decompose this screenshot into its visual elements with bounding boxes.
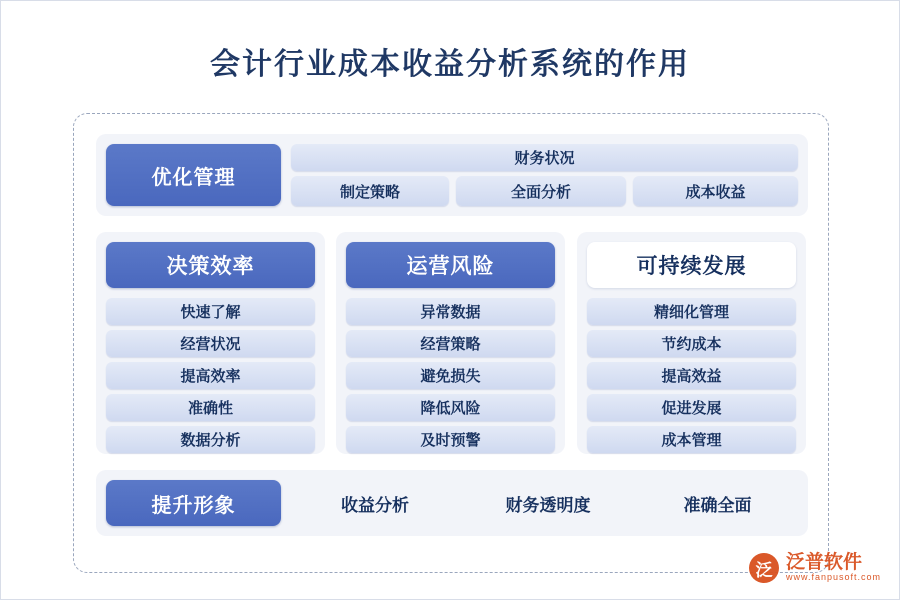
column-0-item-3[interactable]: 准确性 <box>106 394 315 421</box>
column-1-item-0[interactable]: 异常数据 <box>346 298 555 325</box>
column-0-item-4[interactable]: 数据分析 <box>106 426 315 453</box>
column-1-item-2[interactable]: 避免损失 <box>346 362 555 389</box>
column-2-head[interactable]: 可持续发展 <box>587 242 796 288</box>
row-improve-image <box>96 470 808 536</box>
column-decision-efficiency <box>96 232 325 454</box>
column-sustainable-development <box>577 232 806 454</box>
column-0-item-0[interactable]: 快速了解 <box>106 298 315 325</box>
logo-text-group <box>786 553 881 582</box>
row3-item-1[interactable]: 财务透明度 <box>505 495 591 516</box>
column-2-item-2[interactable]: 提高效益 <box>587 362 796 389</box>
logo-domain: www.fanpusoft.com <box>785 572 881 583</box>
column-0-item-2[interactable]: 提高效率 <box>106 362 315 389</box>
logo-name: 泛普软件 <box>785 551 862 574</box>
page-title: 会计行业成本收益分析系统的作用 <box>210 47 690 82</box>
logo-icon: 泛 <box>749 553 779 583</box>
row3-head[interactable]: 提升形象 <box>106 480 281 526</box>
column-2-item-4[interactable]: 成本管理 <box>587 426 796 453</box>
row1-item-1[interactable]: 全面分析 <box>456 176 626 206</box>
row1-item-2[interactable]: 成本收益 <box>633 176 798 206</box>
column-1-head[interactable]: 运营风险 <box>346 242 555 288</box>
row-optimize-management <box>96 134 808 216</box>
column-2-item-1[interactable]: 节约成本 <box>587 330 796 357</box>
row1-wide-cell[interactable]: 财务状况 <box>291 144 798 171</box>
column-1-item-1[interactable]: 经营策略 <box>346 330 555 357</box>
column-2-item-3[interactable]: 促进发展 <box>587 394 796 421</box>
column-0-head[interactable]: 决策效率 <box>106 242 315 288</box>
row3-item-0[interactable]: 收益分析 <box>341 495 409 516</box>
column-0-item-1[interactable]: 经营状况 <box>106 330 315 357</box>
column-2-item-0[interactable]: 精细化管理 <box>587 298 796 325</box>
brand-logo <box>749 553 881 583</box>
column-1-item-3[interactable]: 降低风险 <box>346 394 555 421</box>
column-operational-risk <box>336 232 565 454</box>
diagram-outline <box>73 113 829 573</box>
row3-item-2[interactable]: 准确全面 <box>683 495 752 516</box>
column-1-item-4[interactable]: 及时预警 <box>346 426 555 453</box>
row1-head[interactable]: 优化管理 <box>106 144 281 206</box>
row1-item-0[interactable]: 制定策略 <box>291 176 449 206</box>
